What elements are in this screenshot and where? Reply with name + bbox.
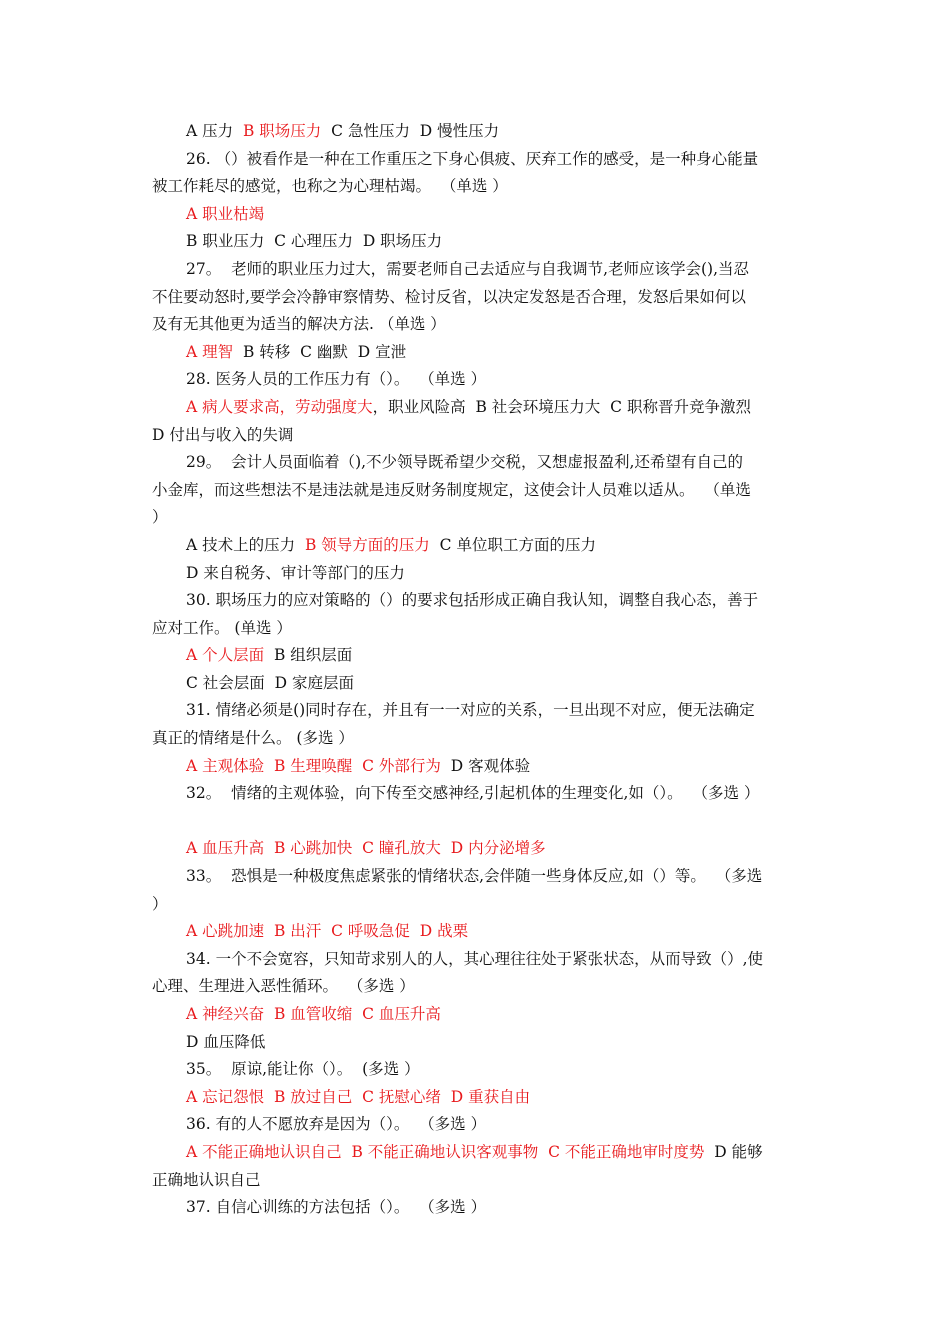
text-line xyxy=(152,891,800,919)
question-text: 26. （）被看作是一种在工作重压之下身心俱疲、厌弃工作的感受，是一种身心能量 xyxy=(186,149,759,168)
text-line xyxy=(152,284,800,312)
text-line xyxy=(152,1001,800,1029)
question-text: B 转移 C 幽默 D 宣泄 xyxy=(233,342,407,361)
question-text: 35。 原谅,能让你（）。 (多选 ） xyxy=(186,1060,420,1079)
text-line xyxy=(152,1029,800,1057)
text-line xyxy=(152,504,800,532)
question-text: 28. 医务人员的工作压力有（）。 （单选 ） xyxy=(186,370,487,389)
text-line xyxy=(152,228,800,256)
question-text: 37. 自信心训练的方法包括（）。 （多选 ） xyxy=(186,1198,487,1217)
question-text: 被工作耗尽的感觉，也称之为心理枯竭。 （单选 ） xyxy=(152,177,508,196)
text-line xyxy=(152,366,800,394)
answer-text: A 血压升高 B 心跳加快 C 瞳孔放大 D 内分泌增多 xyxy=(186,839,546,858)
question-text: A 压力 xyxy=(186,122,243,140)
answer-text: A 主观体验 B 生理唤醒 C 外部行为 xyxy=(186,756,441,775)
question-text: C 社会层面 D 家庭层面 xyxy=(186,673,354,692)
text-line xyxy=(152,587,800,615)
question-text: 33。 恐惧是一种极度焦虑紧张的情绪状态,会伴随一些身体反应,如（）等。 （多选 xyxy=(186,867,763,886)
answer-text: B 领导方面的压力 xyxy=(304,535,430,554)
question-text: D 来自税务、审计等部门的压力 xyxy=(186,563,405,582)
blank-line xyxy=(152,808,800,836)
question-text: C 急性压力 D 慢性压力 xyxy=(321,122,500,140)
question-text: 及有无其他更为适当的解决方法. （单选 ） xyxy=(152,315,446,334)
text-line xyxy=(152,1167,800,1195)
question-text: ） xyxy=(152,508,168,527)
text-line xyxy=(152,118,800,146)
text-line xyxy=(152,394,800,422)
question-text: 正确地认识自己 xyxy=(152,1170,261,1189)
question-text: 不住要动怒时,要学会冷静审察情势、检讨反省，以决定发怒是否合理，发怒后果如何以 xyxy=(152,287,746,306)
text-line xyxy=(152,835,800,863)
question-text: D 付出与收入的失调 xyxy=(152,425,294,444)
question-text: D 客观体验 xyxy=(440,756,531,775)
answer-text: B 职场压力 xyxy=(242,122,322,140)
question-text: B 职业压力 C 心理压力 D 职场压力 xyxy=(186,232,443,251)
text-line xyxy=(152,946,800,974)
text-line xyxy=(152,339,800,367)
text-line xyxy=(152,1084,800,1112)
question-text: 34. 一个不会宽容，只知苛求别人的人，其心理往往处于紧张状态，从而导致（）,使 xyxy=(186,949,764,968)
text-line xyxy=(152,146,800,174)
text-line xyxy=(152,780,800,808)
question-text: 真正的情绪是什么。 (多选 ） xyxy=(152,729,354,748)
question-text: D 血压降低 xyxy=(186,1032,266,1051)
question-text: 小金库，而这些想法不是违法就是违反财务制度规定，这使会计人员难以适从。 （单选 xyxy=(152,480,751,499)
answer-text: A 心跳加速 B 出汗 C 呼吸急促 D 战栗 xyxy=(186,922,469,941)
text-line xyxy=(152,863,800,891)
text-line xyxy=(152,477,800,505)
text-line xyxy=(152,311,800,339)
answer-text: A 个人层面 xyxy=(186,646,265,665)
question-text: C 单位职工方面的压力 xyxy=(429,535,596,554)
answer-text: A 理智 xyxy=(186,342,234,361)
question-text: A 技术上的压力 xyxy=(186,535,305,554)
text-line xyxy=(152,670,800,698)
question-text: 31. 情绪必须是()同时存在，并且有一一对应的关系，一旦出现不对应，便无法确定 xyxy=(186,701,755,720)
text-line xyxy=(152,173,800,201)
text-line xyxy=(152,256,800,284)
text-line xyxy=(152,422,800,450)
answer-text: A 病人要求高，劳动强度大 xyxy=(186,397,373,416)
text-line xyxy=(152,753,800,781)
text-line xyxy=(152,201,800,229)
answer-text: A 神经兴奋 B 血管收缩 C 血压升高 xyxy=(186,1005,441,1023)
answer-text: A 忘记怨恨 B 放过自己 C 抚慰心绪 D 重获自由 xyxy=(186,1087,531,1106)
text-line xyxy=(152,615,800,643)
question-text: D 能够 xyxy=(704,1142,763,1161)
text-line xyxy=(152,918,800,946)
question-text: 应对工作。 (单选 ） xyxy=(152,618,292,637)
text-line xyxy=(152,1111,800,1139)
text-line xyxy=(152,973,800,1001)
answer-text: A 不能正确地认识自己 B 不能正确地认识客观事物 C 不能正确地审时度势 xyxy=(186,1142,705,1161)
text-line xyxy=(152,697,800,725)
question-text: 27。 老师的职业压力过大，需要老师自己去适应与自我调节,老师应该学会(),当忍 xyxy=(186,259,750,278)
question-text: 36. 有的人不愿放弃是因为（）。 （多选 ） xyxy=(186,1115,487,1134)
question-text: ） xyxy=(152,894,168,913)
text-line xyxy=(152,449,800,477)
question-text: ，职业风险高 B 社会环境压力大 C 职称晋升竞争激烈 xyxy=(372,397,751,416)
answer-text: A 职业枯竭 xyxy=(186,204,265,223)
text-line xyxy=(152,532,800,560)
text-line xyxy=(152,1056,800,1084)
text-line xyxy=(152,1139,800,1167)
question-text: 30. 职场压力的应对策略的（）的要求包括形成正确自我认知，调整自我心态，善于 xyxy=(186,591,759,610)
text-line xyxy=(152,1194,800,1222)
question-text: B 组织层面 xyxy=(264,646,353,665)
text-line xyxy=(152,560,800,588)
question-text: 29。 会计人员面临着（),不少领导既希望少交税，又想虚报盈利,还希望有自己的 xyxy=(186,453,743,472)
document-page xyxy=(152,118,800,1222)
text-line xyxy=(152,725,800,753)
text-line xyxy=(152,642,800,670)
question-text: 32。 情绪的主观体验，向下传至交感神经,引起机体的生理变化,如（）。 （多选 ） xyxy=(186,784,760,803)
question-text: 心理、生理进入恶性循环。 （多选 ） xyxy=(152,977,415,996)
